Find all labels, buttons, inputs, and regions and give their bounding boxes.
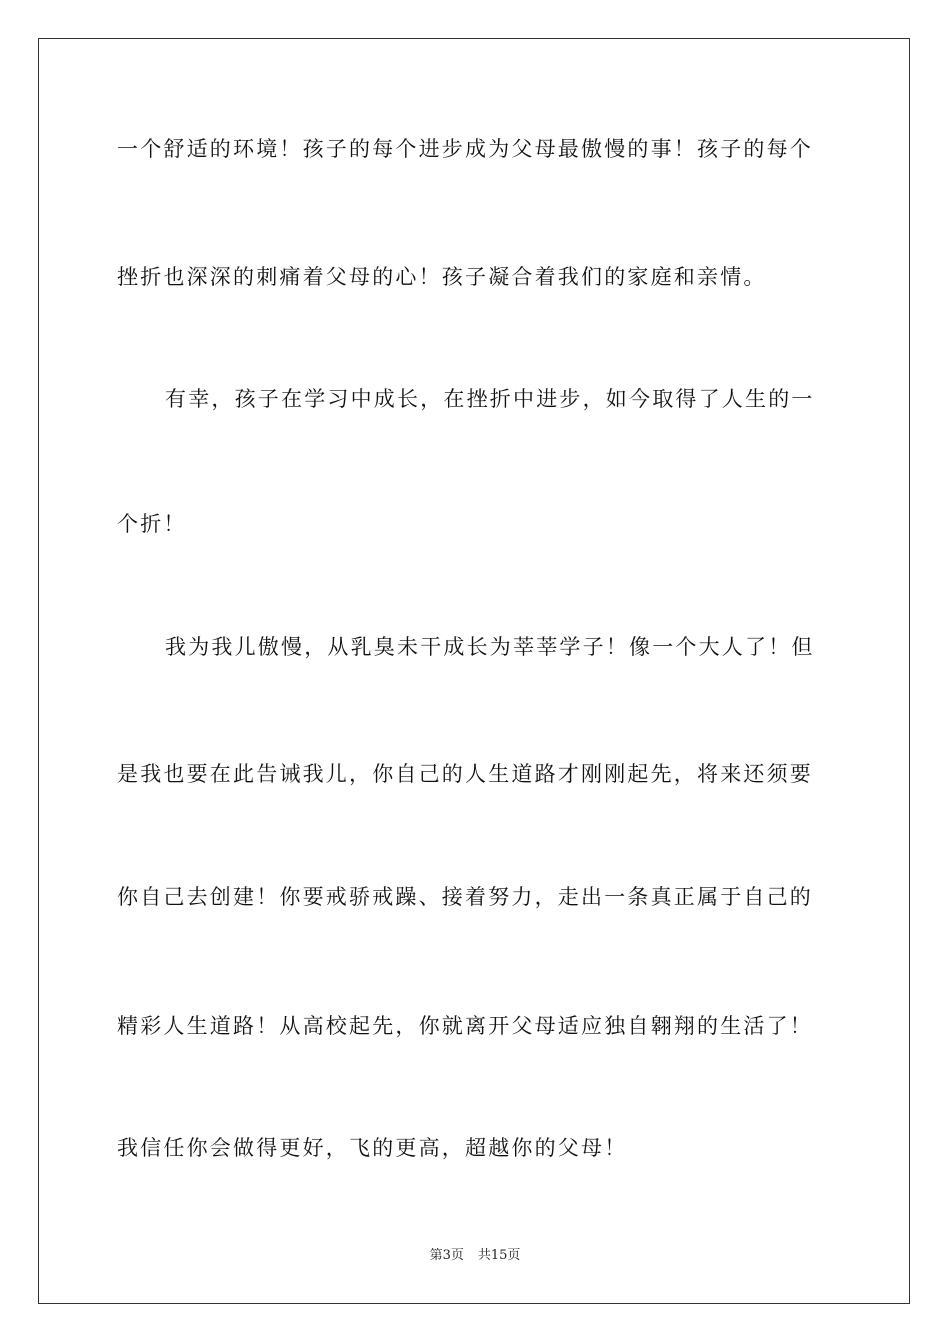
paragraph-line: 挫折也深深的刺痛着父母的心！孩子凝合着我们的家庭和亲情。 <box>117 265 767 289</box>
page-number: 第3页 <box>429 1248 464 1263</box>
paragraph-line: 个折！ <box>117 512 187 536</box>
paragraph-line-indented: 我为我儿傲慢，从乳臭未干成长为莘莘学子！像一个大人了！但 <box>165 635 815 659</box>
paragraph-line: 精彩人生道路！从高校起先，你就离开父母适应独自翱翔的生活了！ <box>117 1014 813 1038</box>
paragraph-line: 我信任你会做得更好，飞的更高，超越你的父母！ <box>117 1136 628 1160</box>
page-total: 共15页 <box>477 1248 521 1263</box>
page-border <box>38 38 910 1304</box>
paragraph-line: 是我也要在此告诫我儿，你自己的人生道路才刚刚起先，将来还须要 <box>117 762 813 786</box>
paragraph-line-indented: 有幸，孩子在学习中成长，在挫折中进步，如今取得了人生的一 <box>165 387 815 411</box>
paragraph-line: 你自己去创建！你要戒骄戒躁、接着努力，走出一条真正属于自己的 <box>117 885 813 909</box>
paragraph-line: 一个舒适的环境！孩子的每个进步成为父母最傲慢的事！孩子的每个 <box>117 137 813 161</box>
page-footer <box>0 1247 950 1265</box>
